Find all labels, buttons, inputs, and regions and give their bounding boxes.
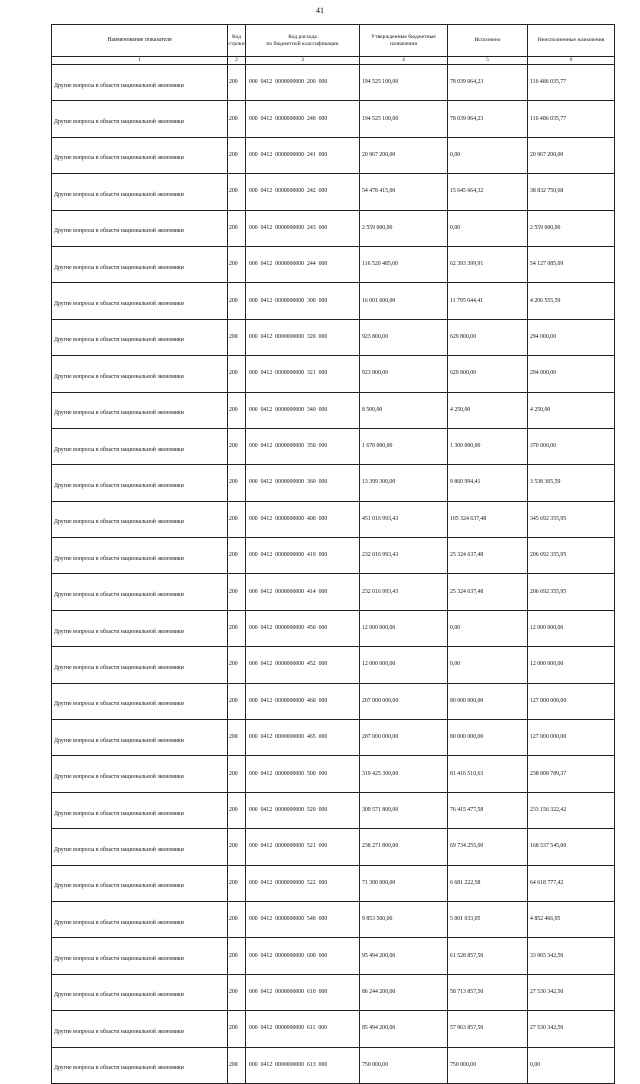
row-unexecuted-amount: 4 206 555,59 [528, 283, 615, 319]
row-line-code: 200 [228, 465, 246, 501]
row-executed-amount: 105 324 637,48 [448, 501, 528, 537]
row-indicator-name: Другие вопросы в области национальной экономики [52, 574, 228, 610]
row-approved-amount: 86 244 200,00 [360, 974, 448, 1010]
row-executed-amount: 9 860 994,41 [448, 465, 528, 501]
table-row [52, 974, 615, 1010]
row-expense-code: 000 0412 0000000000 400 000 [246, 501, 360, 537]
row-expense-code: 000 0412 0000000000 241 000 [246, 137, 360, 173]
row-expense-code: 000 0412 0000000000 465 000 [246, 720, 360, 756]
row-expense-code: 000 0412 0000000000 522 000 [246, 865, 360, 901]
row-approved-amount: 194 525 100,00 [360, 65, 448, 101]
row-approved-amount: 1 670 000,00 [360, 428, 448, 464]
row-approved-amount: 232 016 993,43 [360, 538, 448, 574]
row-expense-code: 000 0412 0000000000 243 000 [246, 210, 360, 246]
row-unexecuted-amount: 20 967 200,00 [528, 137, 615, 173]
row-unexecuted-amount: 33 965 342,50 [528, 938, 615, 974]
row-expense-code: 000 0412 0000000000 240 000 [246, 101, 360, 137]
row-line-code: 200 [228, 792, 246, 828]
row-line-code: 200 [228, 501, 246, 537]
row-unexecuted-amount: 206 692 355,95 [528, 574, 615, 610]
row-approved-amount: 232 016 993,43 [360, 574, 448, 610]
row-approved-amount: 71 300 000,00 [360, 865, 448, 901]
row-unexecuted-amount: 116 486 035,77 [528, 101, 615, 137]
row-executed-amount: 25 324 637,48 [448, 538, 528, 574]
row-expense-code: 000 0412 0000000000 200 000 [246, 65, 360, 101]
table-body [52, 65, 615, 1084]
row-indicator-name: Другие вопросы в области национальной экономики [52, 647, 228, 683]
row-approved-amount: 309 571 800,00 [360, 792, 448, 828]
row-unexecuted-amount: 294 000,00 [528, 319, 615, 355]
row-expense-code: 000 0412 0000000000 613 000 [246, 1047, 360, 1083]
table-row [52, 756, 615, 792]
column-number: 6 [528, 57, 615, 65]
table-row [52, 901, 615, 937]
row-unexecuted-amount: 294 000,00 [528, 356, 615, 392]
table-row [52, 101, 615, 137]
row-line-code: 200 [228, 246, 246, 282]
row-approved-amount: 13 399 300,00 [360, 465, 448, 501]
table-row [52, 137, 615, 173]
row-approved-amount: 207 000 000,00 [360, 683, 448, 719]
column-number: 5 [448, 57, 528, 65]
row-approved-amount: 923 800,00 [360, 319, 448, 355]
row-line-code: 200 [228, 65, 246, 101]
table-row [52, 210, 615, 246]
row-approved-amount: 451 016 993,43 [360, 501, 448, 537]
row-indicator-name: Другие вопросы в области национальной экономики [52, 720, 228, 756]
row-unexecuted-amount: 168 537 545,00 [528, 829, 615, 865]
row-line-code: 200 [228, 210, 246, 246]
column-number: 3 [246, 57, 360, 65]
row-expense-code: 000 0412 0000000000 321 000 [246, 356, 360, 392]
row-line-code: 200 [228, 174, 246, 210]
row-expense-code: 000 0412 0000000000 521 000 [246, 829, 360, 865]
row-executed-amount: 0,00 [448, 610, 528, 646]
page-number: 41 [316, 6, 324, 15]
table-row [52, 938, 615, 974]
row-unexecuted-amount: 2 559 000,00 [528, 210, 615, 246]
row-unexecuted-amount: 345 692 355,95 [528, 501, 615, 537]
row-indicator-name: Другие вопросы в области национальной экономики [52, 210, 228, 246]
header-expense-code [246, 25, 360, 57]
row-approved-amount: 16 001 600,00 [360, 283, 448, 319]
row-indicator-name: Другие вопросы в области национальной экономики [52, 865, 228, 901]
row-executed-amount: 78 039 064,23 [448, 101, 528, 137]
header-expense-code-line2: по бюджетной классификации [266, 40, 339, 47]
row-executed-amount: 61 528 857,50 [448, 938, 528, 974]
row-line-code: 200 [228, 392, 246, 428]
row-indicator-name: Другие вопросы в области национальной экономики [52, 465, 228, 501]
row-expense-code: 000 0412 0000000000 340 000 [246, 392, 360, 428]
table-row [52, 865, 615, 901]
row-executed-amount: 69 734 255,00 [448, 829, 528, 865]
row-line-code: 200 [228, 756, 246, 792]
row-executed-amount: 81 416 510,63 [448, 756, 528, 792]
table-row [52, 610, 615, 646]
row-unexecuted-amount: 127 000 000,00 [528, 720, 615, 756]
row-indicator-name: Другие вопросы в области национальной экономики [52, 683, 228, 719]
header-approved: Утвержденные бюджетные назначения [360, 25, 448, 57]
row-line-code: 200 [228, 538, 246, 574]
row-indicator-name: Другие вопросы в области национальной экономики [52, 246, 228, 282]
row-line-code: 200 [228, 610, 246, 646]
row-expense-code: 000 0412 0000000000 242 000 [246, 174, 360, 210]
row-indicator-name: Другие вопросы в области национальной экономики [52, 283, 228, 319]
table-row [52, 683, 615, 719]
row-line-code: 200 [228, 574, 246, 610]
row-approved-amount: 85 494 200,00 [360, 1011, 448, 1047]
row-executed-amount: 4 250,00 [448, 392, 528, 428]
row-indicator-name: Другие вопросы в области национальной экономики [52, 137, 228, 173]
row-unexecuted-amount: 116 486 035,77 [528, 65, 615, 101]
row-unexecuted-amount: 27 530 342,50 [528, 1011, 615, 1047]
row-executed-amount: 5 001 033,05 [448, 901, 528, 937]
row-executed-amount: 1 300 000,00 [448, 428, 528, 464]
row-unexecuted-amount: 0,00 [528, 1047, 615, 1083]
row-unexecuted-amount: 54 127 085,09 [528, 246, 615, 282]
row-expense-code: 000 0412 0000000000 500 000 [246, 756, 360, 792]
row-executed-amount: 0,00 [448, 137, 528, 173]
table-row [52, 574, 615, 610]
row-approved-amount: 54 478 415,00 [360, 174, 448, 210]
row-approved-amount: 194 525 100,00 [360, 101, 448, 137]
row-line-code: 200 [228, 1047, 246, 1083]
row-expense-code: 000 0412 0000000000 610 000 [246, 974, 360, 1010]
row-executed-amount: 750 000,00 [448, 1047, 528, 1083]
row-line-code: 200 [228, 901, 246, 937]
row-indicator-name: Другие вопросы в области национальной экономики [52, 356, 228, 392]
table-row [52, 319, 615, 355]
table-row [52, 356, 615, 392]
row-approved-amount: 750 000,00 [360, 1047, 448, 1083]
row-expense-code: 000 0412 0000000000 540 000 [246, 901, 360, 937]
row-expense-code: 000 0412 0000000000 460 000 [246, 683, 360, 719]
row-approved-amount: 319 425 300,00 [360, 756, 448, 792]
header-executed: Исполнено [448, 25, 528, 57]
row-expense-code: 000 0412 0000000000 350 000 [246, 428, 360, 464]
row-indicator-name: Другие вопросы в области национальной экономики [52, 1047, 228, 1083]
row-indicator-name: Другие вопросы в области национальной экономики [52, 792, 228, 828]
row-executed-amount: 80 000 000,00 [448, 683, 528, 719]
row-executed-amount: 25 324 637,48 [448, 574, 528, 610]
row-unexecuted-amount: 206 692 355,95 [528, 538, 615, 574]
row-unexecuted-amount: 127 000 000,00 [528, 683, 615, 719]
row-approved-amount: 95 494 200,00 [360, 938, 448, 974]
table-row [52, 538, 615, 574]
row-line-code: 200 [228, 938, 246, 974]
row-line-code: 200 [228, 101, 246, 137]
row-executed-amount: 76 415 477,58 [448, 792, 528, 828]
table-row [52, 720, 615, 756]
row-unexecuted-amount: 233 156 322,42 [528, 792, 615, 828]
row-line-code: 200 [228, 865, 246, 901]
row-expense-code: 000 0412 0000000000 300 000 [246, 283, 360, 319]
row-executed-amount: 78 039 064,23 [448, 65, 528, 101]
table-row [52, 501, 615, 537]
column-number: 2 [228, 57, 246, 65]
row-unexecuted-amount: 3 538 305,59 [528, 465, 615, 501]
row-expense-code: 000 0412 0000000000 520 000 [246, 792, 360, 828]
budget-execution-table [51, 24, 615, 1084]
row-unexecuted-amount: 12 000 000,00 [528, 610, 615, 646]
row-indicator-name: Другие вопросы в области национальной экономики [52, 901, 228, 937]
row-executed-amount: 80 000 000,00 [448, 720, 528, 756]
row-indicator-name: Другие вопросы в области национальной экономики [52, 829, 228, 865]
row-unexecuted-amount: 12 000 000,00 [528, 647, 615, 683]
header-expense-code-line1: Код расхода [288, 33, 317, 40]
row-line-code: 200 [228, 283, 246, 319]
header-indicator-name: Наименование показателя [52, 25, 228, 57]
row-indicator-name: Другие вопросы в области национальной экономики [52, 392, 228, 428]
row-unexecuted-amount: 64 618 777,42 [528, 865, 615, 901]
row-executed-amount: 0,00 [448, 647, 528, 683]
row-line-code: 200 [228, 974, 246, 1010]
table-row [52, 246, 615, 282]
row-executed-amount: 629 800,00 [448, 356, 528, 392]
column-number: 1 [52, 57, 228, 65]
table-row [52, 283, 615, 319]
row-indicator-name: Другие вопросы в области национальной экономики [52, 938, 228, 974]
row-indicator-name: Другие вопросы в области национальной экономики [52, 101, 228, 137]
header-line-code: Код строки [228, 25, 246, 57]
table-row [52, 647, 615, 683]
row-executed-amount: 11 795 044,41 [448, 283, 528, 319]
row-line-code: 200 [228, 720, 246, 756]
row-approved-amount: 238 271 800,00 [360, 829, 448, 865]
row-approved-amount: 8 500,00 [360, 392, 448, 428]
table-row [52, 792, 615, 828]
table-row [52, 428, 615, 464]
table-row [52, 392, 615, 428]
row-indicator-name: Другие вопросы в области национальной экономики [52, 974, 228, 1010]
row-unexecuted-amount: 27 530 342,50 [528, 974, 615, 1010]
row-approved-amount: 2 559 000,00 [360, 210, 448, 246]
row-line-code: 200 [228, 137, 246, 173]
row-approved-amount: 923 800,00 [360, 356, 448, 392]
row-expense-code: 000 0412 0000000000 360 000 [246, 465, 360, 501]
header-unexecuted: Неисполненные назначения [528, 25, 615, 57]
row-unexecuted-amount: 370 000,00 [528, 428, 615, 464]
row-expense-code: 000 0412 0000000000 414 000 [246, 574, 360, 610]
row-line-code: 200 [228, 647, 246, 683]
row-line-code: 200 [228, 683, 246, 719]
row-executed-amount: 6 681 222,58 [448, 865, 528, 901]
row-line-code: 200 [228, 1011, 246, 1047]
table-row [52, 465, 615, 501]
row-approved-amount: 20 967 200,00 [360, 137, 448, 173]
row-unexecuted-amount: 4 852 466,95 [528, 901, 615, 937]
row-approved-amount: 12 000 000,00 [360, 610, 448, 646]
row-indicator-name: Другие вопросы в области национальной экономики [52, 174, 228, 210]
row-line-code: 200 [228, 829, 246, 865]
row-expense-code: 000 0412 0000000000 611 000 [246, 1011, 360, 1047]
row-line-code: 200 [228, 319, 246, 355]
row-expense-code: 000 0412 0000000000 452 000 [246, 647, 360, 683]
row-indicator-name: Другие вопросы в области национальной экономики [52, 1011, 228, 1047]
row-executed-amount: 62 393 399,91 [448, 246, 528, 282]
row-executed-amount: 629 800,00 [448, 319, 528, 355]
row-expense-code: 000 0412 0000000000 600 000 [246, 938, 360, 974]
row-expense-code: 000 0412 0000000000 410 000 [246, 538, 360, 574]
row-indicator-name: Другие вопросы в области национальной экономики [52, 65, 228, 101]
row-indicator-name: Другие вопросы в области национальной экономики [52, 319, 228, 355]
column-number: 4 [360, 57, 448, 65]
table-row [52, 1011, 615, 1047]
row-unexecuted-amount: 4 250,00 [528, 392, 615, 428]
column-number-row [52, 57, 615, 65]
table-row [52, 65, 615, 101]
row-approved-amount: 12 000 000,00 [360, 647, 448, 683]
row-indicator-name: Другие вопросы в области национальной экономики [52, 610, 228, 646]
table-header-row [52, 25, 615, 57]
row-line-code: 200 [228, 356, 246, 392]
row-executed-amount: 57 963 857,50 [448, 1011, 528, 1047]
row-executed-amount: 15 645 664,32 [448, 174, 528, 210]
row-expense-code: 000 0412 0000000000 450 000 [246, 610, 360, 646]
table-row [52, 829, 615, 865]
row-line-code: 200 [228, 428, 246, 464]
table-row [52, 1047, 615, 1083]
row-indicator-name: Другие вопросы в области национальной экономики [52, 538, 228, 574]
row-indicator-name: Другие вопросы в области национальной экономики [52, 501, 228, 537]
row-unexecuted-amount: 238 008 789,37 [528, 756, 615, 792]
row-expense-code: 000 0412 0000000000 244 000 [246, 246, 360, 282]
row-indicator-name: Другие вопросы в области национальной экономики [52, 756, 228, 792]
row-executed-amount: 58 713 857,50 [448, 974, 528, 1010]
row-approved-amount: 116 520 485,00 [360, 246, 448, 282]
row-unexecuted-amount: 38 832 750,68 [528, 174, 615, 210]
row-expense-code: 000 0412 0000000000 320 000 [246, 319, 360, 355]
table-row [52, 174, 615, 210]
row-executed-amount: 0,00 [448, 210, 528, 246]
row-approved-amount: 9 853 500,00 [360, 901, 448, 937]
row-indicator-name: Другие вопросы в области национальной экономики [52, 428, 228, 464]
row-approved-amount: 207 000 000,00 [360, 720, 448, 756]
